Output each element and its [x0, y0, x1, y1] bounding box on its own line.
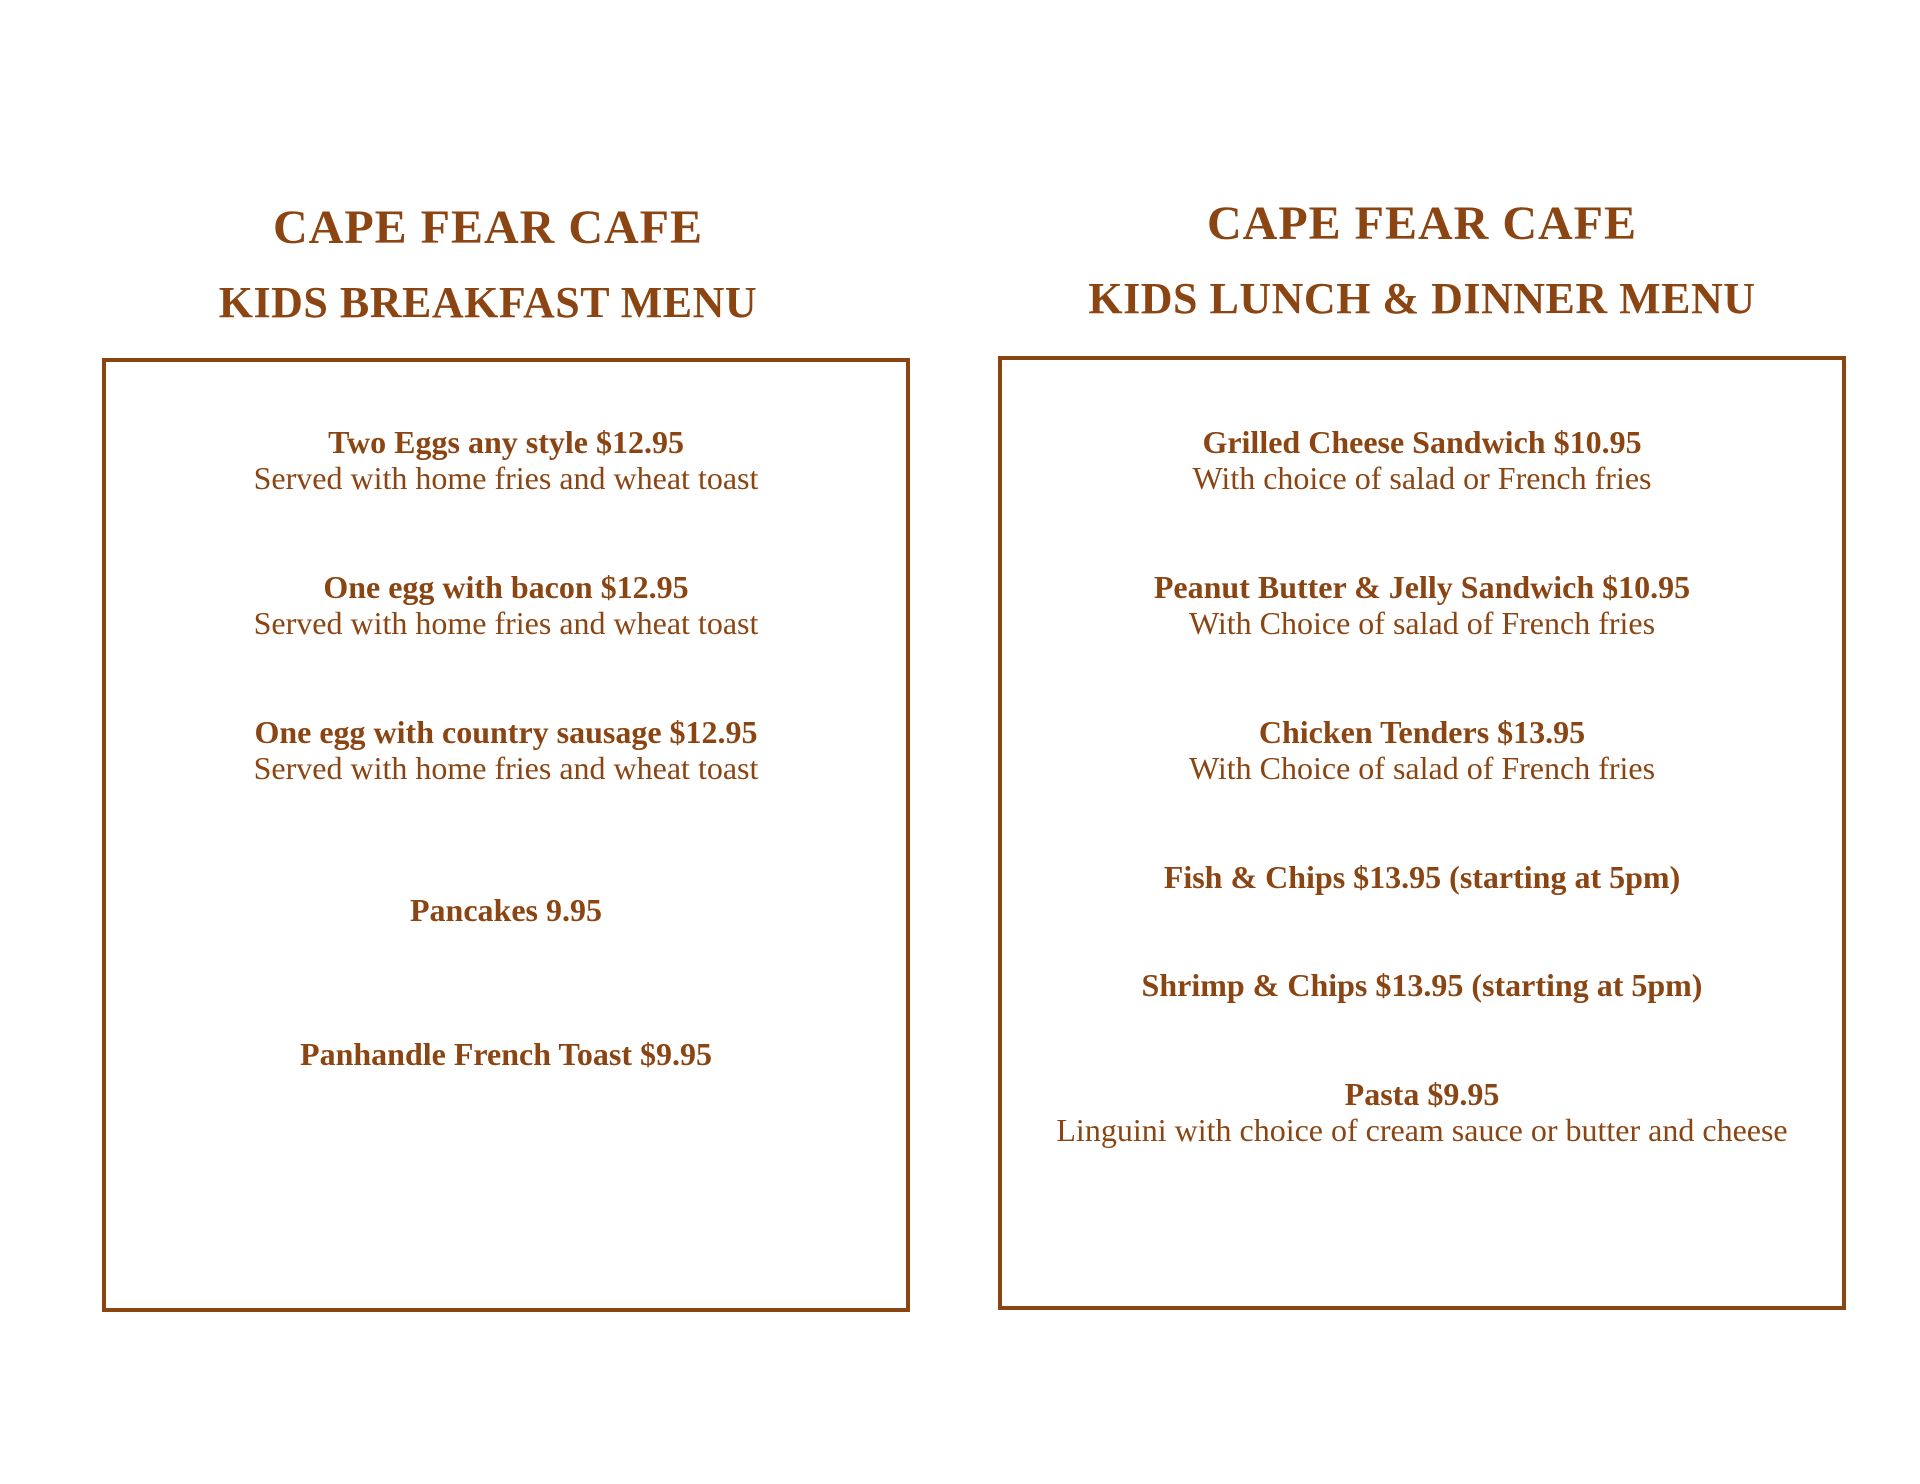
breakfast-item [106, 892, 906, 928]
lunch-dinner-item-desc: With choice of salad or French fries [1192, 460, 1652, 496]
breakfast-menu-box [102, 358, 910, 1312]
breakfast-item-desc: Served with home fries and wheat toast [253, 605, 759, 641]
breakfast-item [106, 714, 906, 786]
lunch-dinner-cafe-name: CAPE FEAR CAFE [1207, 197, 1637, 250]
breakfast-item-name: Panhandle French Toast $9.95 [300, 1036, 712, 1072]
breakfast-item-name: One egg with country sausage $12.95 [254, 714, 758, 750]
lunch-dinner-item-desc: With Choice of salad of French fries [1188, 605, 1656, 641]
breakfast-item [106, 424, 906, 496]
lunch-dinner-menu-box [998, 356, 1846, 1310]
lunch-dinner-item [1002, 569, 1842, 641]
lunch-dinner-item [1002, 424, 1842, 496]
breakfast-item-name: One egg with bacon $12.95 [323, 569, 689, 605]
lunch-dinner-item-name: Shrimp & Chips $13.95 (starting at 5pm) [1141, 967, 1703, 1003]
lunch-dinner-item-name: Grilled Cheese Sandwich $10.95 [1202, 424, 1642, 460]
lunch-dinner-item [1002, 859, 1842, 895]
lunch-dinner-item-desc: Linguini with choice of cream sauce or butter and cheese [1056, 1112, 1788, 1148]
lunch-dinner-menu-title: KIDS LUNCH & DINNER MENU [1088, 274, 1756, 323]
breakfast-menu-title: KIDS BREAKFAST MENU [218, 278, 758, 327]
lunch-dinner-item-name: Peanut Butter & Jelly Sandwich $10.95 [1153, 569, 1691, 605]
breakfast-item [106, 569, 906, 641]
breakfast-item [106, 1036, 906, 1072]
breakfast-cafe-name: CAPE FEAR CAFE [273, 201, 703, 254]
lunch-dinner-item [1002, 714, 1842, 786]
lunch-dinner-item [1002, 1076, 1842, 1148]
breakfast-item-name: Two Eggs any style $12.95 [328, 424, 684, 460]
lunch-dinner-item-name: Chicken Tenders $13.95 [1258, 714, 1586, 750]
lunch-dinner-item-name: Pasta $9.95 [1344, 1076, 1500, 1112]
breakfast-item-name: Pancakes 9.95 [410, 892, 602, 928]
breakfast-item-desc: Served with home fries and wheat toast [253, 750, 759, 786]
lunch-dinner-item-name: Fish & Chips $13.95 (starting at 5pm) [1163, 859, 1681, 895]
lunch-dinner-item [1002, 967, 1842, 1003]
lunch-dinner-item-desc: With Choice of salad of French fries [1188, 750, 1656, 786]
breakfast-item-desc: Served with home fries and wheat toast [253, 460, 759, 496]
